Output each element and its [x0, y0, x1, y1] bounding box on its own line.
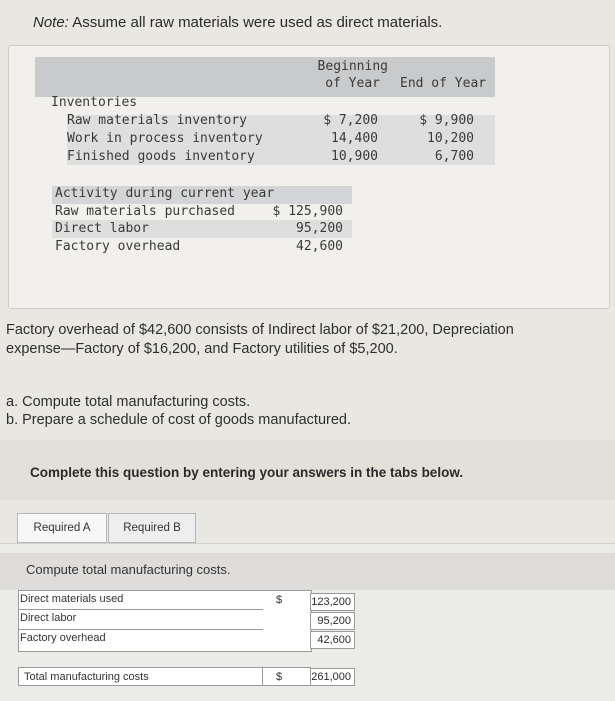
note-text	[33, 14, 442, 31]
row-divider	[18, 609, 263, 610]
direct-materials-used-input[interactable]: 123,200	[310, 593, 355, 611]
total-row-currency-cell	[263, 667, 311, 686]
inventory-row-beginning: $ 7,200	[323, 113, 378, 128]
direct-labor-input[interactable]: 95,200	[310, 612, 355, 630]
inventory-row-end: $ 9,900	[419, 113, 474, 128]
inventory-row-beginning: 10,900	[331, 149, 378, 164]
col-header-end: End of Year	[400, 76, 487, 91]
activity-row-value: 95,200	[296, 221, 343, 236]
activity-row-value: $ 125,900	[272, 204, 343, 219]
inventory-row-end: 6,700	[434, 149, 474, 164]
panel-title: Compute total manufacturing costs.	[26, 562, 231, 577]
inventories-label: Inventories	[51, 95, 138, 110]
note-body: Assume all raw materials were used as direct materials.	[68, 14, 443, 31]
question-letter: b.	[6, 412, 19, 428]
question-text: Compute total manufacturing costs.	[18, 394, 251, 410]
question-letter: a.	[6, 394, 19, 410]
inventory-row-label: Raw materials inventory	[67, 113, 248, 128]
inventory-row-beginning: 14,400	[331, 131, 378, 146]
activity-row-label: Factory overhead	[55, 239, 181, 254]
inventory-row-label: Finished goods inventory	[67, 149, 255, 164]
col-header-beginning-line1: Beginning	[317, 59, 388, 74]
overhead-text-line1: Factory overhead of $42,600 consists of Indirect labor of $21,200, Depreciation	[6, 322, 514, 338]
answer-row-label: Direct labor	[20, 612, 77, 624]
overhead-text-line2: expense—Factory of $16,200, and Factory utilities of $5,200.	[6, 341, 398, 357]
note-prefix: Note:	[33, 14, 69, 31]
inventory-row-end: 10,200	[427, 131, 474, 146]
currency-symbol: $	[276, 594, 283, 606]
answer-row-label: Direct materials used	[20, 593, 124, 605]
question-b	[6, 412, 351, 428]
activity-row-label: Raw materials purchased	[55, 204, 236, 219]
currency-symbol: $	[276, 671, 283, 683]
activity-row-value: 42,600	[296, 239, 343, 254]
currency-column	[263, 590, 312, 652]
instruction-banner-text: Complete this question by entering your answers in the tabs below.	[30, 465, 464, 480]
total-manufacturing-costs-input[interactable]: 261,000	[310, 668, 355, 686]
total-row-label: Total manufacturing costs	[24, 671, 149, 683]
activity-row-label: Direct labor	[55, 221, 149, 236]
answer-row-label: Factory overhead	[20, 632, 106, 644]
question-a	[6, 394, 250, 410]
factory-overhead-input[interactable]: 42,600	[310, 631, 355, 649]
tab-required-a[interactable]: Required A	[17, 513, 107, 543]
col-header-beginning-line2: of Year	[325, 76, 380, 91]
question-text: Prepare a schedule of cost of goods manufactured.	[18, 412, 351, 428]
inventory-row-label: Work in process inventory	[67, 131, 263, 146]
activity-label: Activity during current year	[55, 186, 275, 201]
panel-header	[0, 553, 615, 590]
row-divider	[18, 629, 263, 630]
tab-required-b[interactable]: Required B	[108, 513, 196, 543]
